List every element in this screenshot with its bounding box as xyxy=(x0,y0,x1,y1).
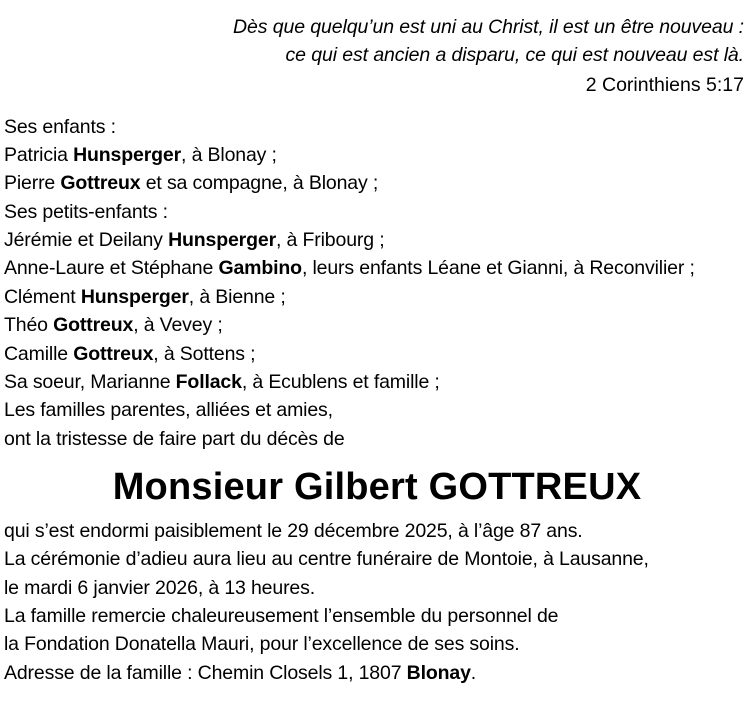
surname: Hunsperger xyxy=(73,143,182,166)
family-line xyxy=(4,198,750,226)
family-line xyxy=(4,141,750,169)
surname: Hunsperger xyxy=(80,285,189,308)
deceased-name: Monsieur Gilbert GOTTREUX xyxy=(112,465,642,508)
text-fragment: La famille remercie chaleureusement l’ensemble du personnel de xyxy=(4,605,559,628)
family-line xyxy=(4,113,750,141)
family-line xyxy=(4,254,750,282)
text-fragment: ont la tristesse de faire part du décès de xyxy=(4,427,345,450)
text-fragment: Théo xyxy=(4,314,54,337)
epigraph-line: ce qui est ancien a disparu, ce qui est nouveau est là. xyxy=(285,43,744,66)
ceremony-details xyxy=(4,517,750,687)
surname: Gottreux xyxy=(53,314,134,337)
text-fragment: Jérémie et Deilany xyxy=(4,229,169,252)
family-line xyxy=(4,311,750,339)
text-fragment: , à Blonay ; xyxy=(181,143,277,166)
surname: Gottreux xyxy=(73,342,154,365)
text-fragment: Adresse de la famille : Chemin Closels 1, 1807 xyxy=(4,661,407,684)
surname: Hunsperger xyxy=(168,229,277,252)
text-fragment: , leurs enfants Léane et Gianni, à Reconvilier ; xyxy=(301,257,695,280)
family-line xyxy=(4,425,750,453)
text-fragment: Pierre xyxy=(4,172,61,195)
surname: Follack xyxy=(175,370,242,393)
detail-line xyxy=(4,517,750,545)
family-line xyxy=(4,226,750,254)
text-fragment: Patricia xyxy=(4,143,74,166)
text-fragment: Camille xyxy=(4,342,74,365)
detail-line xyxy=(4,659,750,687)
family-line xyxy=(4,283,750,311)
text-fragment: Les familles parentes, alliées et amies, xyxy=(4,399,333,422)
family-line xyxy=(4,396,750,424)
family-line xyxy=(4,169,750,197)
text-fragment: Sa soeur, Marianne xyxy=(4,370,176,393)
detail-line xyxy=(4,574,750,602)
text-fragment: , à Vevey ; xyxy=(133,314,223,337)
surname: Gottreux xyxy=(60,172,141,195)
surname: Gambino xyxy=(218,257,302,280)
text-fragment: Anne-Laure et Stéphane xyxy=(4,257,219,280)
text-fragment: . xyxy=(470,661,477,684)
detail-line xyxy=(4,602,750,630)
epigraph-quote xyxy=(4,14,750,69)
scripture-reference: 2 Corinthiens 5:17 xyxy=(585,74,744,97)
text-fragment: , à Bienne ; xyxy=(188,285,286,308)
family-line xyxy=(4,340,750,368)
text-fragment: la Fondation Donatella Mauri, pour l’excellence de ses soins. xyxy=(4,633,520,656)
text-fragment: , à Sottens ; xyxy=(153,342,256,365)
text-fragment: qui s’est endormi paisiblement le 29 décembre 2025, à l’âge 87 ans. xyxy=(4,519,583,542)
text-fragment: Ses enfants : xyxy=(4,115,116,138)
family-line xyxy=(4,368,750,396)
text-fragment: Ses petits-enfants : xyxy=(4,200,168,223)
text-fragment: , à Ecublens et famille ; xyxy=(241,370,440,393)
epigraph-line: Dès que quelqu’un est uni au Christ, il est un être nouveau : xyxy=(233,16,744,38)
text-fragment: le mardi 6 janvier 2026, à 13 heures. xyxy=(4,576,315,599)
text-fragment: La cérémonie d’adieu aura lieu au centre funéraire de Montoie, à Lausanne, xyxy=(4,548,649,571)
text-fragment: , à Fribourg ; xyxy=(276,229,385,252)
text-fragment: Clément xyxy=(4,285,81,308)
place-name: Blonay xyxy=(406,661,471,684)
detail-line xyxy=(4,630,750,658)
family-list xyxy=(4,113,750,453)
detail-line xyxy=(4,545,750,573)
text-fragment: et sa compagne, à Blonay ; xyxy=(140,172,379,195)
